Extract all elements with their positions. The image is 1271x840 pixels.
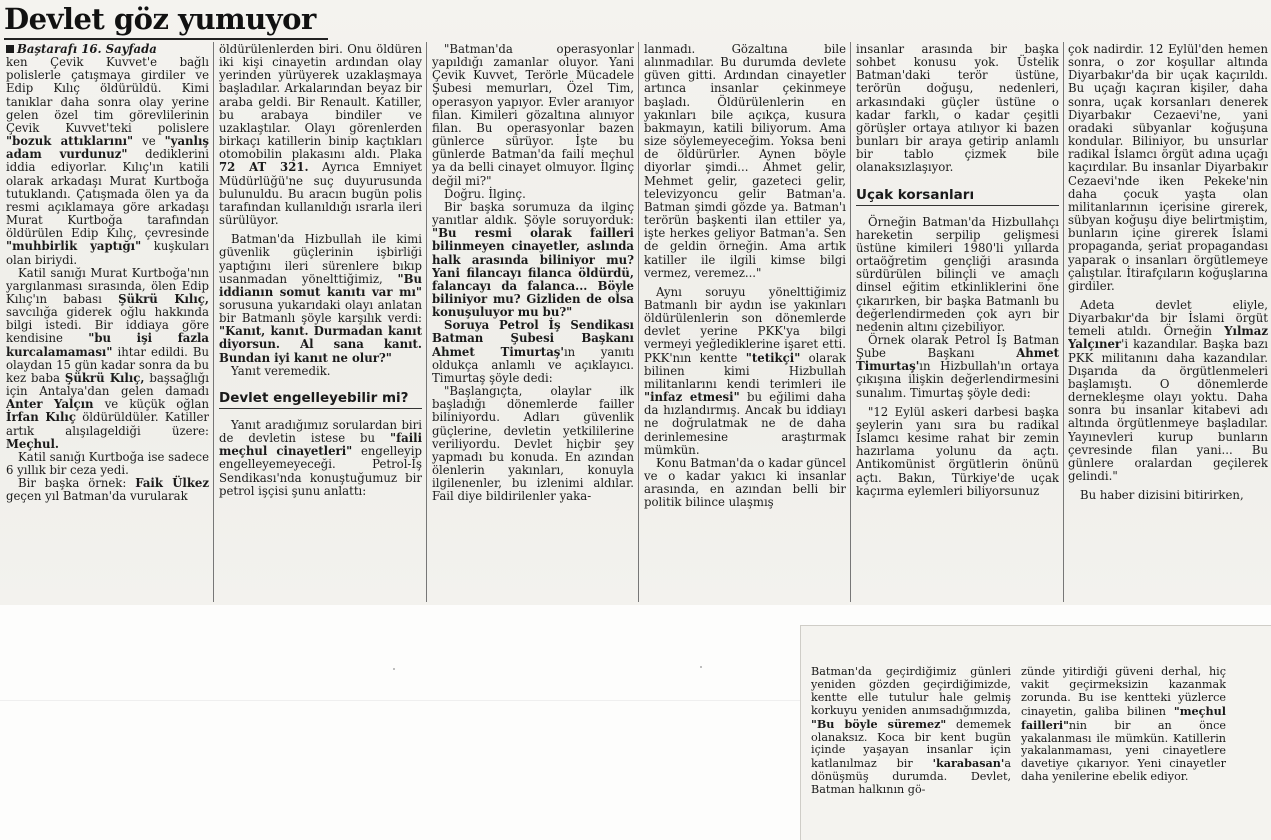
paragraph [6,267,209,451]
quote-bold: "bozuk attıklarını" [6,134,134,149]
paragraph: insanlar arasında bir başka sohbet konusu yok. Üstelik Batman'daki terör üstüne, terörün doğuşu, nedenleri, arkasındaki güçler üstüne o kadar farklı, o kadar çeşitli görüşler ortaya atılıyor ki bazen bunları bir araya getirip anlamlı bir tablo çizmek bile olanaksızlaşıyor. [856,43,1059,175]
paragraph [1068,299,1268,483]
paragraph [1021,666,1226,784]
text: ve küçük oğlan [104,397,209,412]
column-divider [638,42,639,602]
text: Batman'da geçirdiğimiz günleri yeniden gözden geçirdiğimizde, kentte elle tutulur hale gelmiş korkuyu yeniden anımsadığımızda, [811,666,1011,717]
paragraph: lanmadı. Gözaltına bile alınmadılar. Bu durumda devlete güven gitti. Ardından cinayetler artınca insanlar çekinmeye başladı. Öldürülenlerin en yakınları bile açıkça, kusura bakmayın, katili biliyorum. Ama size söylemeyeceğim. Yoksa beni de öldürürler. Aynen böyle diyorlar şimdi... Ahmet gelir, Mehmet gelir, gazeteci gelir, televizyoncu gelir Batman'a. Batman şimdi gözde ya. Batman'ı terörün başkenti ilan ettiler ya, işte herkes geliyor Batman'a. Sen de geldin örneğin. Ama artık katiller ile ilgili kimse bilgi vermez, veremez..." [644,43,846,280]
text: sorusuna yukarıdaki olayı anlatan bir Batmanlı şöyle karşılık verdi: [219,297,422,326]
scan-speck [700,666,702,668]
text: ihtar edildi. Bu olaydan 15 gün kadar sonra da bu kez baba [6,344,209,385]
column-divider [1063,42,1064,602]
name-bold: Yılmaz Yalçıner [1068,324,1268,352]
name-bold: Soruya Petrol İş Sendikası Batman Şubesi Başkanı Ahmet Timurtaş' [432,318,634,359]
subheading: Devlet engelleyebilir mi? [219,388,422,409]
scan-speck [393,668,395,670]
paragraph [6,477,209,503]
text: dememek olanaksız. Koca bir kent bugün içinde yaşayan insanlar için katlanılmaz bir [811,717,1011,771]
paragraph [6,56,209,267]
paragraph [219,419,422,498]
column-divider [850,42,851,602]
paragraph: Yanıt veremedik. [231,363,331,378]
paragraph: Bu haber dizisini bitirirken, [1080,488,1244,503]
paragraph: "12 Eylül askeri darbesi başka şeylerin yanı sıra bu radikal İslamcı kesime rahat bir zemin hazırlama yolunu da açtı. Antikomünist örgütlerin önünü açtı. Bakın, Türkiye'de uçak kaçırma eylemleri biliyorsunuz [856,404,1059,498]
text: ve [142,134,156,149]
paragraph: "Başlangıçta, olaylar ilk başladığı dönemlerde failler biliniyordu. Adları güvenlik güçlerine, devletin yetkililerine veriliyordu. Devlet hiçbir şey yapmadı bu konuda. En azından ölenlerin yakınları, konuyla ilgilenenler, bu izlenimi aldılar. Fail diye bildirilenler yaka- [432,384,634,504]
quote-bold: "meçhul failleri" [1021,703,1226,732]
name-bold: Anter Yalçın [6,397,94,412]
quote-bold: "yanlış adam vurdunuz" [6,134,209,162]
text: Batman'da Hizbullah ile kimi güvenlik güçlerinin işbirliği yaptığını ileri sürenlere bıkıp usanmadan yönelttiğimiz, [219,232,422,286]
article-column-2 [219,43,422,603]
text: 'i kazandılar. Başka bazı PKK militanını daha kazandılar. Dışarıda da örgütlenmeleri başlamıştı. O dönemlerde dernekleşme olayı yoktu. Daha sonra bu insanlar kitabevi adı altında örgütlenmeye başladılar. Yayınevleri kurup bunların çevresinde filan yani... Bu günlere oralardan geçilerek gelindi." [1068,337,1268,483]
dateline: Baştarafı 16. Sayfada [17,43,157,56]
quote-bold: "tetikçi" [745,350,801,365]
quote-bold: "infaz etmesi" [644,390,740,405]
article-headline: Devlet göz yumuyor [4,2,316,36]
text: Bir başka sorumuza da ilginç yanıtlar aldık. Şöyle soruyorduk: [432,199,634,228]
subheading: Uçak korsanları [856,185,1059,206]
text: ın Hizbullah'ın ortaya çıkışına ilişkin değerlendirmesini sunalım. Timurtaş şöyle dedi: [856,359,1059,400]
clipping-column-left [811,666,1011,838]
paragraph [219,43,422,227]
text: kuşkuları olan biriydi. [6,239,209,267]
text: Katil sanığı Murat Kurtboğa'nın yargılanması sırasında, ölen Edip Kılıç'ın babası [6,265,209,306]
quote-bold: "faili meçhul cinayetleri" [219,431,422,459]
text: bu eğilimi daha da hızlandırmış. Ancak bu iddiayı ne doğrulatmak ne de daha derinlemesine araştırmak mümkün. [644,390,846,457]
quote-bold: "bu işi fazla kurcalamaması" [6,331,209,359]
text: öldürülenlerden biri. Onu öldüren iki kişi cinayetin ardından olay yerinden yürüyerek uzaklaşmaya başladılar. Arkalarından beyaz bir araba geldi. Bir Renault. Katiller, bu arabaya bindiler ve uzaklaştılar. Olayı görenlerden birkaçı katillerin binip kaçtıkları otomobilin plakasını aldı. Plaka [219,43,422,162]
word-bold: Meçhul. [6,436,59,451]
quote-bold: "Bu iddianın somut kanıtı var mı" [219,271,422,299]
name-bold: İrfan Kılıç [6,410,76,425]
text: Adeta devlet eliyle, Diyarbakır'da bir İslami örgüt temeli atıldı. Örneğin [1068,297,1268,339]
quote-bold: "Bu böyle süremez" [811,716,947,731]
paragraph: Örneğin Batman'da Hizbullahçı hareketin serpilip gelişmesi üstüne kimileri 1980'li yıllarda ortaöğretim gençliği arasında sürdürülen bilinçli ve amaçlı dinsel eğitim etkinliklerini öne çıkarırken, bir başka Batmanlı bu değerlendirmeden çok ayrı bir nedenin altını çizebiliyor. [856,214,1059,334]
paragraph [644,286,846,457]
article-column-3 [432,43,634,603]
text: Bir başka örnek: [18,476,127,491]
paragraph: Katil sanığı Kurtboğa ise sadece 6 yıllık bir ceza yedi. [6,449,209,477]
name-bold: Ahmet Timurtaş' [856,346,1059,374]
article-column-4 [644,43,846,603]
text: dediklerini iddia ediyorlar. Kılıç'ın katili olarak arkadaşı Murat Kurtboğa tutuklandı. Çatışmada ölen ya da resmi açıklamaya göre arkadaşı Murat Kurtboğa tarafından öldürülen Edip Kılıç, çevresinde [6,147,209,241]
text: ın yanıtı oldukça anlamlı ve açıklayıcı. Timurtaş şöyle dedi: [432,344,634,385]
text: Aynı soruyu yönelttiğimiz Batmanlı bir aydın ise yakınları öldürülenlerin son dönemlerde devlet yerine PKK'ya bilgi vermeyi yeğlediklerine işaret etti. PKK'nın kentte [644,284,846,365]
quote-bold: 'karabasan' [932,756,1005,771]
column-divider [213,42,214,602]
name-bold: Faik Ülkez [135,476,209,491]
paragraph: Konu Batman'da o kadar güncel ve o kadar yakıcı ki insanlar arasında, en azından belli bir politik bilince ulaşmış [644,455,846,510]
square-bullet-icon [6,45,14,53]
headline-rule [4,38,328,40]
text: a dönüşmüş durumda. Devlet, Batman halkının gö- [811,757,1011,797]
quote-bold: "Bu resmi olarak failleri bilinmeyen cinayetler, aslında halk arasında biliniyor mu? Yani filancayı filanca öldürdü, falancayı da falanca... Böyle biliniyor mu? Gizliden de olsa konuşuluyor mu bu?" [432,226,634,320]
paragraph: çok nadirdir. 12 Eylül'den hemen sonra, o zor koşullar altında Diyarbakır'da bir uçak kaçırıldı. Bu uçağı kaçıran kişiler, daha sonra, uçak korsanları denerek Diyarbakır Cezaevi'ne, yani oradaki sübyanlar koğuşuna kondular. Biliniyor, bu unsurlar radikal İslamcı örgüt adına uçağı kaçırdılar. Bu insanlar Diyarbakır Cezaevi'nde iken Pekeke'nin daha çocuk yaşta olan militanlarının içerisine girerek, sübyan koğuşu diye belirtmiştim, bunların içine girerek İslami propaganda, şeriat propagandası yaparak o insanları örgütlemeye çalıştılar. İtirafçıların koğuşlarına girdiler. [1068,43,1268,293]
paragraph [856,334,1059,400]
article-column-6 [1068,43,1268,603]
paragraph [219,233,422,365]
text: nin bir an önce yakalanması ile mümkün. Katillerin yakalanmaması, yeni cinayetlere davetiye çıkarıyor. Yeni cinayetler daha yenilerine ebelik ediyor. [1021,718,1226,784]
plate-bold: 72 AT 321. [219,160,309,175]
article-column-1 [6,43,209,603]
name-bold: Şükrü Kılıç, [118,291,209,306]
paragraph [432,319,634,385]
paragraph: "Batman'da operasyonlar yapıldığı zamanlar oluyor. Yani Çevik Kuvvet, Terörle Mücadele Şubesi memurları, Özel Tim, operasyon yapıyor. Evler aranıyor filan. Kimileri gözaltına alınıyor filan. Bu operasyonlar bazen günlerce sürüyor. İşte bu günlerde Batman'da faili meçhul ya da belli cinayet olmuyor. İlginç değil mi?" [432,43,634,188]
article-column-5 [856,43,1059,603]
paragraph: Doğru. İlginç. [444,186,526,201]
text: Örnek olarak Petrol İş Batman Şube Başkanı [856,332,1059,361]
quote-bold: "Kanıt, kanıt. Durmadan kanıt diyorsun. Al sana kanıt. Bundan iyi kanıt ne olur?" [219,324,422,365]
text: başsağlığı için Antalya'dan gelen damadı [6,370,209,399]
text: engelleyip engelleyemeyeceği. Petrol-İş Sendikası'nda konuştuğumuz bir petrol işçisi şunu anlattı: [219,444,422,498]
text: savcılığa giderek oğlu hakkında bilgi istedi. Bir iddiaya göre kendisine [6,305,209,346]
text: Yanıt aradığımız sorulardan biri de devletin istese bu [219,417,422,446]
text: öldürüldüler. Katiller artık alışılageldiği üzere: [6,410,209,438]
text: zünde yitirdiği güveni derhal, hiç vakit geçirmeksizin kazanmak zorunda. Bu ise kentteki yüzlerce cinayetin, galiba bilinen [1021,666,1226,718]
text: olarak bilinen kimi Hizbullah militanlarını kendi terimleri ile [644,350,846,391]
clipping-column-right [1021,666,1226,838]
quote-bold: "muhbirlik yaptığı" [6,239,142,254]
paragraph [811,666,1011,797]
text: Ayrıca Emniyet Müdürlüğü'ne suç duyurusunda bulunuldu. Bu aracın bugün polis tarafından kullanıldığı ısrarla ileri sürülüyor. [219,160,422,228]
name-bold: Şükrü Kılıç, [64,370,145,385]
text: ken Çevik Kuvvet'e bağlı polislerle çatışmaya girdiler ve Edip Kılıç öldürüldü. Kimi tanıklar daha sonra olay yerine gelen özel tim görevlilerinin Çevik Kuvvet'teki polislere [6,55,209,135]
text: geçen yıl Batman'da vurularak [6,489,188,504]
continuation-clipping [800,625,1271,840]
column-divider [426,42,427,602]
paragraph [432,201,634,319]
